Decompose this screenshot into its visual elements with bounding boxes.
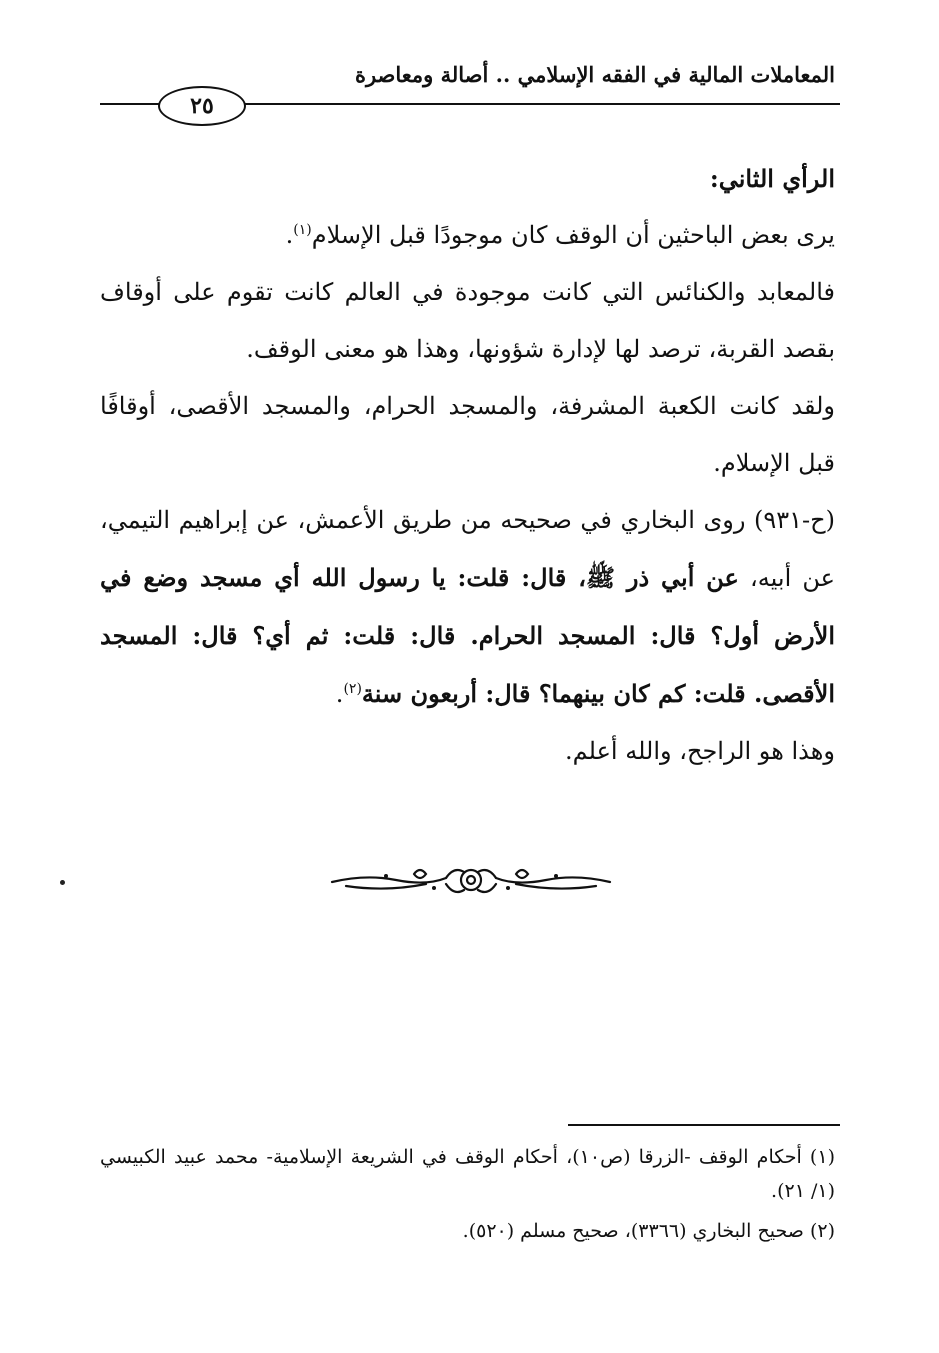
page-mark <box>60 880 65 885</box>
footnote-1: (١) أحكام الوقف -الزرقا (ص١٠)، أحكام الوقف في الشريعة الإسلامية- محمد عبيد الكبيسي (١/ ٢١). <box>100 1146 835 1202</box>
section-heading: الرأي الثاني: <box>709 164 835 193</box>
footnotes <box>100 1140 835 1254</box>
hadith-end: . <box>335 680 344 708</box>
footnote-ref-1[interactable]: (١) <box>293 222 312 238</box>
paragraph-1-end: . <box>285 221 294 249</box>
paragraph-3: ولقد كانت الكعبة المشرفة، والمسجد الحرام، والمسجد الأقصى، أوقافًا قبل الإسلام. <box>100 392 835 477</box>
page-number: ٢٥ <box>158 86 246 126</box>
hadith-text: عن أبي ذر ﷺ، قال: قلت: يا رسول الله أي مسجد وضع في الأرض أول؟ قال: المسجد الحرام. قال: قلت: ثم أي؟ قال: المسجد الأقصى. قلت: كم كان بينهما؟ قال: أربعون سنة <box>100 563 835 708</box>
closing-statement: وهذا هو الراجح، والله أعلم. <box>565 737 835 765</box>
paragraph-2: فالمعابد والكنائس التي كانت موجودة في العالم كانت تقوم على أوقاف بقصد القربة، ترصد لها لإدارة شؤونها، وهذا هو معنى الوقف. <box>100 278 835 363</box>
footnote-rule <box>568 1124 840 1126</box>
main-text <box>100 150 835 780</box>
hadith-intro: (ح-٩٣١) روى البخاري في صحيحه من طريق الأعمش، عن إبراهيم التيمي، عن أبيه، <box>100 506 835 592</box>
footnote-ref-2[interactable]: (٢) <box>343 681 362 697</box>
hadith-paragraph <box>100 492 835 723</box>
footnote-2: (٢) صحيح البخاري (٣٣٦٦)، صحيح مسلم (٥٢٠). <box>462 1220 835 1242</box>
paragraph-1 <box>100 207 835 264</box>
decorative-divider-icon <box>326 862 616 898</box>
paragraph-1-text: يرى بعض الباحثين أن الوقف كان موجودًا قبل الإسلام <box>311 221 835 249</box>
running-header: المعاملات المالية في الفقه الإسلامي .. أصالة ومعاصرة <box>354 62 835 87</box>
